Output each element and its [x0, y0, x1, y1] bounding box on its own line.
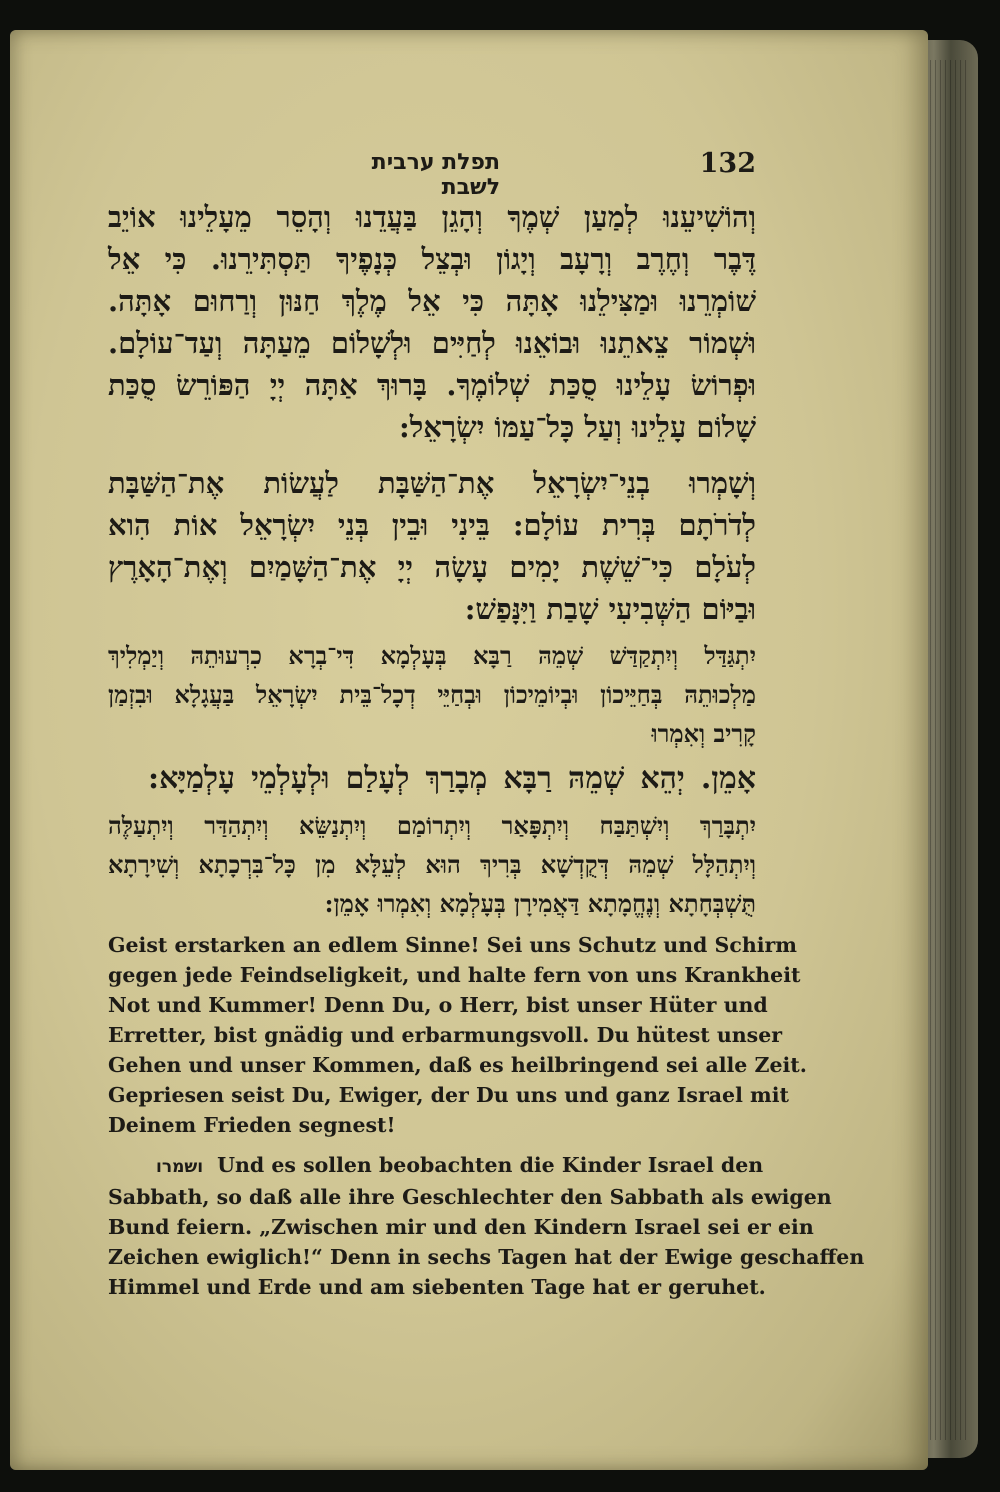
german-line: Not und Kummer! Denn Du, o Herr, bist unser Hüter und [108, 993, 768, 1017]
german-line: Bund feiern. „Zwischen mir und den Kindern Israel sei er ein [108, 1215, 814, 1239]
hebrew-line: וּשְׁמוֹר צֵאתֵנוּ וּבוֹאֵנוּ לְחַיִּים וּלְשָׁלוֹם מֵעַתָּה וְעַד־עוֹלָם. [108, 326, 756, 360]
german-line: Erretter, bist gnädig und erbarmungsvoll. Du hütest unser [108, 1023, 783, 1047]
german-line: Zeichen ewiglich!“ Denn in sechs Tagen hat der Ewige geschaffen [108, 1245, 865, 1269]
page-edge-lines [930, 60, 970, 1440]
kaddish-first [108, 636, 756, 753]
hebrew-line: יִתְבָּרַךְ וְיִשְׁתַּבַּח וְיִתְפָּאַר וְיִתְרוֹמַם וְיִתְנַשֵּׂא וְיִתְהַדַּר וְיִתְעַלֶּה [108, 811, 756, 840]
hebrew-line: וְיִתְהַלָּל שְׁמֵהּ דְּקֻדְשָׁא בְּרִיךְ הוּא לְעֵלָּא מִן כָּל־בִּרְכָתָא וְשִׁירָתָא [108, 850, 756, 879]
hebrew-line: וְהוֹשִׁיעֵנוּ לְמַעַן שְׁמֶךָ וְהָגֵן בַּעֲדֵנוּ וְהָסֵר מֵעָלֵינוּ אוֹיֵב [108, 200, 756, 234]
kaddish-response [108, 758, 756, 800]
german-first-line [108, 1150, 764, 1182]
german-translation-second [108, 1150, 865, 1302]
hebrew-line: תֻּשְׁבְּחָתָא וְנֶחֱמָתָא דַּאֲמִירָן בְּעָלְמָא וְאִמְרוּ אָמֵן: [324, 889, 756, 918]
hebrew-line: שׁוֹמְרֵנוּ וּמַצִּילֵנוּ אָתָּה כִּי אֵל מֶלֶךְ חַנּוּן וְרַחוּם אָתָּה. [108, 284, 756, 318]
hashkivenu-paragraph [108, 196, 756, 448]
hebrew-line: מַלְכוּתֵהּ בְּחַיֵּיכוֹן וּבְיוֹמֵיכוֹן וּבְחַיֵּי דְכָל־בֵּית יִשְׂרָאֵל בַּעֲגָלָא וּבִזְמַן [108, 680, 756, 709]
german-line: Gepriesen seist Du, Ewiger, der Du uns und ganz Israel mit [108, 1083, 789, 1107]
hebrew-line: אָמֵן. יְהֵא שְׁמֵהּ רַבָּא מְבָרַךְ לְעָלַם וּלְעָלְמֵי עָלְמַיָּא: [148, 761, 756, 796]
hebrew-line: דֶּבֶר וְחֶרֶב וְרָעָב וְיָגוֹן וּבְצֵל כְּנָפֶיךָ תַּסְתִּירֵנוּ. כִּי אֵל [108, 242, 756, 276]
page-number: 132 [699, 148, 756, 179]
hebrew-line: קָרִיב וְאִמְרוּ [651, 719, 756, 748]
hebrew-line: וְשָׁמְרוּ בְנֵי־יִשְׂרָאֵל אֶת־הַשַּׁבָּת לַעֲשׂוֹת אֶת־הַשַּׁבָּת [108, 466, 756, 500]
lead-hebrew-word: ושמרו [156, 1157, 204, 1177]
veshamru-paragraph [108, 462, 756, 630]
hebrew-line: וּבַיּוֹם הַשְּׁבִיעִי שָׁבַת וַיִּנָּפַשׁ: [464, 592, 756, 626]
hebrew-line: שָׁלוֹם עָלֵינוּ וְעַל כָּל־עַמּוֹ יִשְׂרָאֵל: [399, 410, 756, 444]
german-line: gegen jede Feindseligkeit, und halte fern von uns Krankheit [108, 963, 801, 987]
hebrew-line: וּפְרוֹשׂ עָלֵינוּ סֻכַּת שְׁלוֹמֶךָ. בָּרוּךְ אַתָּה יְיָ הַפּוֹרֵשׂ סֻכַּת [108, 368, 756, 402]
german-line: Gehen und unser Kommen, daß es heilbringend sei alle Zeit. [108, 1053, 807, 1077]
german-line: Geist erstarken an edlem Sinne! Sei uns Schutz und Schirm [108, 933, 798, 957]
hebrew-line: לְעֹלָם כִּי־שֵׁשֶׁת יָמִים עָשָׂה יְיָ אֶת־הַשָּׁמַיִם וְאֶת־הָאָרֶץ [108, 550, 756, 584]
german-line: Himmel und Erde und am siebenten Tage hat er geruhet. [108, 1275, 766, 1299]
hebrew-line: לְדֹרֹתָם בְּרִית עוֹלָם: בֵּינִי וּבֵין בְּנֵי יִשְׂרָאֵל אוֹת הִוא [108, 508, 756, 542]
running-title: תפלת ערבית לשבת [371, 150, 500, 200]
german-translation-first [108, 930, 807, 1140]
hebrew-line: יִתְגַּדַּל וְיִתְקַדַּשׁ שְׁמֵהּ רַבָּא בְּעָלְמָא דִּי־בְרָא כִרְעוּתֵהּ וְיַמְלִיךְ [108, 641, 756, 670]
german-line-text: Und es sollen beobachten die Kinder Israel den [217, 1153, 764, 1177]
german-line: Deinem Frieden segnest! [108, 1113, 396, 1137]
german-line: Sabbath, so daß alle ihre Geschlechter den Sabbath als ewigen [108, 1185, 832, 1209]
kaddish-second [108, 806, 756, 923]
page-header [330, 148, 756, 200]
